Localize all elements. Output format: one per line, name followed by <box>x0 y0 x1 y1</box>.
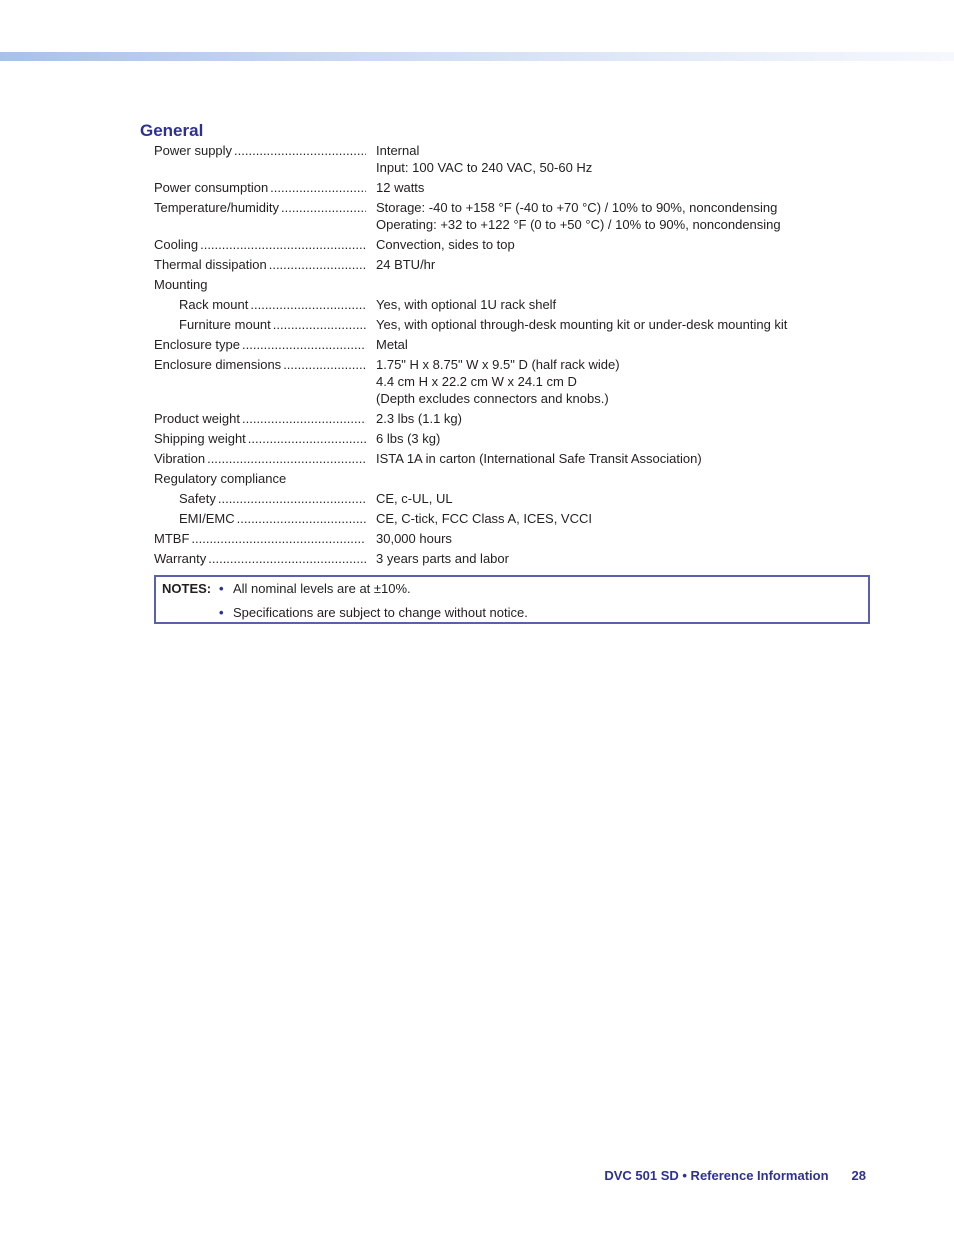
spec-value <box>376 336 854 353</box>
spec-value-line: Operating: +32 to +122 °F (0 to +50 °C) / 10% to 90%, noncondensing <box>376 217 781 232</box>
spec-value <box>376 199 854 233</box>
spec-value-line: (Depth excludes connectors and knobs.) <box>376 391 609 406</box>
spec-label-text: Shipping weight <box>154 431 246 446</box>
page-number: 28 <box>851 1168 866 1183</box>
spec-value <box>376 430 854 447</box>
dot-leader <box>273 316 366 333</box>
spec-label-text: Warranty <box>154 551 207 566</box>
spec-row <box>154 410 854 427</box>
spec-label <box>154 336 366 353</box>
footer-doc-title: DVC 501 SD • Reference Information <box>604 1168 829 1183</box>
spec-label-text: Thermal dissipation <box>154 257 267 272</box>
spec-group-heading: Regulatory compliance <box>154 471 287 486</box>
spec-value <box>376 316 854 333</box>
spec-value <box>376 490 854 507</box>
note-text: All nominal levels are at ±10%. <box>233 581 411 596</box>
spec-value <box>376 142 854 176</box>
spec-value <box>376 510 854 527</box>
spec-value <box>376 296 854 313</box>
spec-value-line: Yes, with optional 1U rack shelf <box>376 297 557 312</box>
notes-label: NOTES: <box>162 581 212 596</box>
spec-label-text: Enclosure type <box>154 337 240 352</box>
spec-value-line: 3 years parts and labor <box>376 551 509 566</box>
spec-value-line: 6 lbs (3 kg) <box>376 431 441 446</box>
spec-value-line: CE, c-UL, UL <box>376 491 453 506</box>
spec-value-line: 4.4 cm H x 22.2 cm W x 24.1 cm D <box>376 374 577 389</box>
spec-label-text: Safety <box>179 491 216 506</box>
spec-row <box>154 430 854 447</box>
spec-value <box>376 356 854 407</box>
spec-label-text: Product weight <box>154 411 240 426</box>
spec-label <box>154 296 366 313</box>
page-footer <box>560 1168 866 1183</box>
spec-label-text: Power supply <box>154 143 233 158</box>
spec-value-line: Input: 100 VAC to 240 VAC, 50-60 Hz <box>376 160 593 175</box>
spec-row <box>154 490 854 507</box>
spec-row <box>154 296 854 313</box>
spec-row <box>154 450 854 467</box>
spec-value-line: ISTA 1A in carton (International Safe Transit Association) <box>376 451 702 466</box>
spec-label <box>154 530 366 547</box>
spec-value-line: 12 watts <box>376 180 425 195</box>
dot-leader <box>242 410 366 427</box>
dot-leader <box>248 430 366 447</box>
spec-value-line: 2.3 lbs (1.1 kg) <box>376 411 462 426</box>
spec-value <box>376 256 854 273</box>
note-item <box>219 605 528 620</box>
dot-leader <box>250 296 366 313</box>
spec-row <box>154 256 854 273</box>
spec-row <box>154 236 854 253</box>
spec-label <box>154 430 366 447</box>
spec-row <box>154 336 854 353</box>
dot-leader <box>283 356 366 373</box>
spec-label-text: Furniture mount <box>179 317 271 332</box>
spec-value-line: 30,000 hours <box>376 531 452 546</box>
spec-row <box>154 316 854 333</box>
notes-box <box>154 575 870 624</box>
dot-leader <box>218 490 366 507</box>
spec-value <box>376 410 854 427</box>
bullet-icon: • <box>219 581 224 596</box>
spec-row <box>154 179 854 196</box>
note-item <box>219 581 411 596</box>
spec-label <box>154 410 366 427</box>
dot-leader <box>207 450 366 467</box>
spec-value-line: Internal <box>376 143 420 158</box>
spec-label-text: Cooling <box>154 237 199 252</box>
spec-label-text: Temperature/humidity <box>154 200 279 215</box>
spec-label-text: Rack mount <box>179 297 249 312</box>
spec-row <box>154 199 854 233</box>
spec-row <box>154 510 854 527</box>
spec-value-line: Metal <box>376 337 408 352</box>
spec-value-line: 24 BTU/hr <box>376 257 436 272</box>
spec-label <box>154 450 366 467</box>
spec-label-text: Enclosure dimensions <box>154 357 282 372</box>
spec-label <box>154 316 366 333</box>
spec-label-text: Power consumption <box>154 180 269 195</box>
spec-label <box>154 550 366 567</box>
spec-label-text: Vibration <box>154 451 206 466</box>
spec-label <box>154 356 366 407</box>
spec-value-line: Convection, sides to top <box>376 237 515 252</box>
spec-value-line: Storage: -40 to +158 °F (-40 to +70 °C) / 10% to 90%, noncondensing <box>376 200 778 215</box>
spec-value <box>376 236 854 253</box>
dot-leader <box>269 256 366 273</box>
spec-value-line: CE, C-tick, FCC Class A, ICES, VCCI <box>376 511 592 526</box>
spec-row <box>154 356 854 407</box>
dot-leader <box>270 179 366 196</box>
spec-label <box>154 490 366 507</box>
spec-value <box>376 550 854 567</box>
spec-label <box>154 236 366 253</box>
spec-label <box>154 256 366 273</box>
dot-leader <box>200 236 366 253</box>
dot-leader <box>242 336 366 353</box>
dot-leader <box>281 199 366 216</box>
spec-label-text: MTBF <box>154 531 190 546</box>
spec-value <box>376 450 854 467</box>
spec-value <box>376 530 854 547</box>
dot-leader <box>237 510 366 527</box>
spec-label <box>154 179 366 196</box>
header-band <box>0 52 954 61</box>
note-text: Specifications are subject to change without notice. <box>233 605 528 620</box>
bullet-icon: • <box>219 605 224 620</box>
spec-value <box>376 179 854 196</box>
spec-row <box>154 530 854 547</box>
dot-leader <box>234 142 366 159</box>
spec-row <box>154 550 854 567</box>
spec-group-heading: Mounting <box>154 277 208 292</box>
spec-label-text: EMI/EMC <box>179 511 235 526</box>
section-title: General <box>140 121 204 140</box>
spec-value-line: Yes, with optional through-desk mounting kit or under-desk mounting kit <box>376 317 788 332</box>
spec-label <box>154 510 366 527</box>
dot-leader <box>208 550 366 567</box>
spec-table <box>154 142 854 570</box>
dot-leader <box>191 530 366 547</box>
spec-row <box>154 142 854 176</box>
spec-value-line: 1.75" H x 8.75" W x 9.5" D (half rack wide) <box>376 357 620 372</box>
spec-label <box>154 142 366 176</box>
spec-label <box>154 199 366 233</box>
